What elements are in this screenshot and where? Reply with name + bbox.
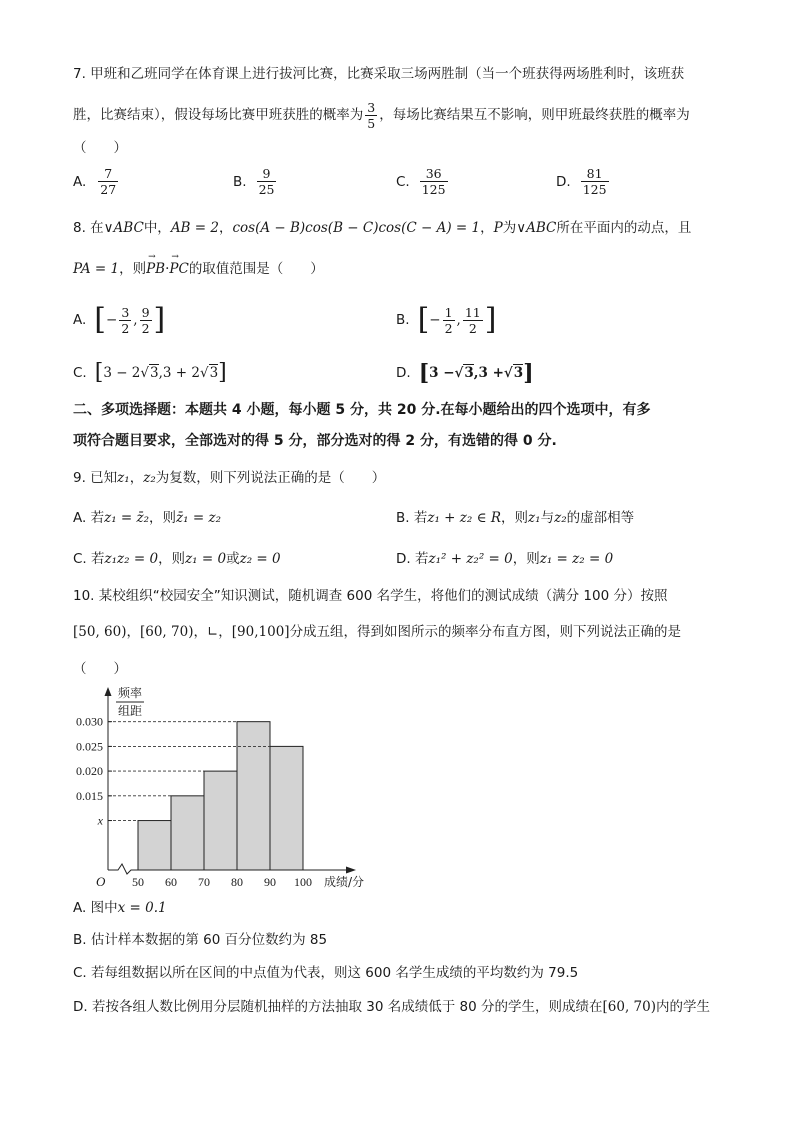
q9-z1: z₁ [117,470,130,486]
q8-option-d-comma: , [473,365,479,381]
q10-c3: ， [218,624,232,640]
q9-z2: z₂ [143,470,156,486]
q9-option-a-math2: z̄₁ = z₂ [176,510,221,526]
q8-line2-b: ，则 [119,261,147,277]
q8-option-d-rbracket: ] [523,360,534,386]
q8-vector-pc: → PC [169,259,188,279]
q8-line2 [73,259,324,279]
q10-option-d-pre: D. 若按各组人数比例用分层随机抽样的方法抽取 30 名成绩低于 80 分的学生，则成绩在 [73,999,603,1015]
x-tick-label: 50 [132,875,144,889]
q9-option-d-label: D. 若 [396,551,429,567]
q7-option-a [73,166,120,197]
q8-line1-a: 8. 在 [73,220,104,236]
q8-option-b-lo-den: 2 [444,320,453,336]
q10-option-b: B. 估计样本数据的第 60 百分位数约为 85 [73,932,328,948]
q10-option-c: C. 若每组数据以所在区间的中点值为代表，则这 600 名学生成绩的平均数约为 79.5 [73,965,579,981]
q8-line1-c: ， [480,220,494,236]
x-tick-label: 100 [294,875,312,889]
q7-option-b [233,166,278,197]
q8-ab: AB = 2 [170,220,219,236]
q7-option-a-num: 7 [98,166,118,182]
q8-option-d [396,360,534,386]
q9-stem-pre: 9. 已知 [73,470,118,486]
q8-option-b-label: B. [396,312,410,328]
q7-blank: （ ） [73,140,127,156]
q10-option-d-post: 内的学生 [655,999,710,1015]
q7-option-d [556,166,611,197]
q9-option-a-label: A. 若 [73,510,105,526]
q8-option-a-minus: − [106,312,118,328]
q8-triangle-2: ∨ABC [516,220,557,236]
q8-cos-expr: cos(A − B)cos(B − C)cos(C − A) = 1 [232,220,481,236]
origin-label: O [96,874,106,889]
x-axis-label: 成绩/分 [324,875,365,889]
q8-option-b-rbracket: ] [484,302,497,337]
q9-option-b-yu: 与 [540,510,555,526]
q7-option-c-den: 125 [421,182,446,197]
y-axis-arrow [105,687,112,696]
q7-option-d-fraction [581,166,609,197]
q8-option-b-minus: − [429,312,441,328]
q8-pa: PA = 1 [73,261,120,277]
y-axis-label-bottom: 组距 [117,704,143,718]
q7-option-a-fraction [98,166,118,197]
q9-option-b-label: B. 若 [396,510,428,526]
q8-line2-c: 的取值范围是（ ） [188,261,324,277]
q8-vector-pb: → PB [146,259,165,279]
q8-triangle: ∨ABC [103,220,144,236]
q8-option-a-lo [119,305,131,336]
q10-blank: （ ） [73,661,127,677]
q8-line1 [73,218,691,238]
q7-option-c-fraction [420,166,448,197]
q8-option-a [73,299,165,341]
frequency-histogram [60,684,380,894]
histogram-bar [237,722,270,870]
histogram-bar [204,771,237,870]
q10-interval-1: [50, 60) [73,624,127,640]
q10-line1: 10. 某校组织“校园安全”知识测试，随机调查 600 名学生，将他们的测试成绩（满分 100 分）按照 [73,588,668,604]
q8-option-c-label: C. [73,365,87,381]
q7-prob-fraction [365,100,377,131]
q10-c2: ， [193,624,207,640]
q8-option-c-lo: 3 − 2 [103,365,141,381]
q7-option-d-den: 125 [582,182,607,197]
q9-comma: ， [129,470,144,486]
q8-option-c-hi-radicand: 3 [209,365,219,381]
q9-option-c-mid: ，则 [158,551,186,567]
q10-line2-end: 分成五组，得到如图所示的频率分布直方图，则下列说法正确的是 [289,624,682,640]
q8-option-c-lo-radicand: 3 [150,365,159,381]
q10-option-a-pre: A. 图中 [73,900,118,916]
q9-option-a-mid: ，则 [149,510,177,526]
histogram-bar [171,796,204,870]
q8-option-d-lbracket: [ [418,360,430,386]
q9-option-d-math: z₁² + z₂² = 0 [428,551,513,567]
q7-option-c [396,166,450,197]
q8-option-b-lo [443,305,455,336]
q8-option-c-lbracket: [ [94,360,104,385]
q7-option-d-label: D. [556,173,571,190]
q9-option-c-or: 或 [226,551,240,567]
y-tick-label: 0.025 [76,739,103,754]
q9-option-b-math: z₁ + z₂ ∈ R [427,510,502,526]
q7-option-b-fraction [257,166,277,197]
q8-option-c-lo-root: √3 [140,365,159,381]
y-tick-label: 0.015 [76,788,103,803]
q7-option-d-num: 81 [581,166,609,182]
x-tick-label: 60 [165,875,177,889]
q8-option-c [73,360,227,386]
q8-option-d-lo-root: √3 [454,365,474,381]
q7-option-b-label: B. [233,173,247,190]
q8-line1-d: 为 [502,220,517,236]
q8-option-c-hi: 3 + 2 [162,365,200,381]
q7-line2-post: ，每场比赛结果互不影响，则甲班最终获胜的概率为 [379,107,690,123]
q8-option-d-lo: 3 − [429,365,455,381]
x-tick-label: 70 [198,875,210,889]
q7-option-c-num: 36 [420,166,448,182]
q8-option-d-label: D. [396,365,411,381]
q9-option-d [396,549,613,569]
q7-option-a-label: A. [73,173,87,190]
q8-option-d-hi-root: √3 [503,365,524,381]
q8-option-a-rbracket: ] [153,302,166,337]
q10-option-d-interval: [60, 70) [602,999,656,1015]
q10-interval-3: [90,100] [231,624,290,640]
q8-line1-e: 所在平面内的动点，且 [556,220,692,236]
q8-option-a-label: A. [73,312,87,328]
q8-option-b-comma: , [456,312,461,328]
q9-stem [73,468,385,488]
q8-option-a-hi [140,305,152,336]
x-tick-label: 90 [264,875,276,889]
x-tick-label: 80 [231,875,243,889]
q8-option-c-hi-root: √3 [199,365,219,381]
q9-option-b-z2: z₂ [554,510,567,526]
q9-option-c-math2: z₁ = 0 [185,551,227,567]
q8-option-d-hi: 3 + [478,365,504,381]
q8-option-b-lo-num: 1 [444,304,453,320]
q8-option-d-hi-radicand: 3 [513,365,524,381]
histogram-bar [270,746,303,870]
q8-option-b-hi-den: 2 [468,320,477,336]
histogram-bar [138,821,171,870]
q8-option-b-lbracket: [ [417,302,430,337]
q10-option-a-math: x = 0.1 [117,900,167,916]
q9-option-c-label: C. 若 [73,551,105,567]
q9-option-b-end: 的虚部相等 [566,510,635,526]
q10-option-a [73,898,167,918]
q8-option-c-comma: , [158,365,163,381]
q7-option-b-den: 25 [258,182,275,197]
q8-option-a-lo-num: 3 [121,304,130,320]
q10-line2 [73,622,681,642]
q10-option-d [73,997,710,1017]
q7-option-b-num: 9 [257,166,277,182]
y-axis-label-top: 频率 [117,686,143,700]
q7-prob-num: 3 [367,99,376,115]
q8-option-a-hi-num: 9 [141,304,150,320]
q9-option-b [396,508,634,528]
q8-option-a-hi-den: 2 [141,320,150,336]
q7-option-a-den: 27 [100,182,117,197]
q8-sep: ， [218,220,233,236]
q8-option-b-hi [463,305,483,336]
q7-line2-pre: 胜，比赛结束），假设每场比赛甲班获胜的概率为 [73,107,364,123]
q9-option-d-mid: ，则 [512,551,540,567]
q7-line1: 7. 甲班和乙班同学在体育课上进行拔河比赛，比赛采取三场两胜制（当一个班获得两场胜利时，该班获 [73,66,685,82]
q8-option-b [396,299,496,341]
q9-option-c [73,549,281,569]
q9-option-b-z1: z₁ [528,510,541,526]
q9-option-c-math: z₁z₂ = 0 [104,551,159,567]
section-header-line2: 项符合题目要求，全部选对的得 5 分，部分选对的得 2 分，有选错的得 0 分. [73,433,557,449]
q9-option-a [73,508,221,528]
q9-option-d-math2: z₁ = z₂ = 0 [539,551,614,567]
q10-c1: ， [126,624,140,640]
y-tick-label: 0.030 [76,714,103,729]
q10-interval-2: [60, 70) [139,624,194,640]
q9-option-a-math: z₁ = z̄₂ [104,510,150,526]
q7-line2 [73,96,690,134]
q8-option-a-comma: , [133,312,138,328]
q8-option-c-rbracket: ] [218,360,227,385]
q8-option-a-lo-den: 2 [121,320,130,336]
q9-option-b-mid: ，则 [501,510,529,526]
section-header-line1: 二、多项选择题：本题共 4 小题，每小题 5 分，共 20 分.在每小题给出的四个选项中，有多 [73,402,651,418]
q8-option-b-hi-num: 11 [464,304,481,320]
q8-option-d-lo-radicand: 3 [464,365,474,381]
q7-option-c-label: C. [396,173,410,190]
q8-dot: · [165,261,170,277]
q7-prob-den: 5 [367,115,376,131]
q9-option-c-math3: z₂ = 0 [239,551,281,567]
q8-line1-b: 中， [143,220,171,236]
q8-option-a-lbracket: [ [94,302,107,337]
q9-stem-end: 为复数，则下列说法正确的是（ ） [155,470,386,486]
y-tick-label: x [97,813,103,828]
x-axis-arrow [346,867,356,874]
q8-point-p: P [493,220,503,236]
q10-dots: ∟ [206,624,219,640]
y-tick-label: 0.020 [76,764,103,779]
